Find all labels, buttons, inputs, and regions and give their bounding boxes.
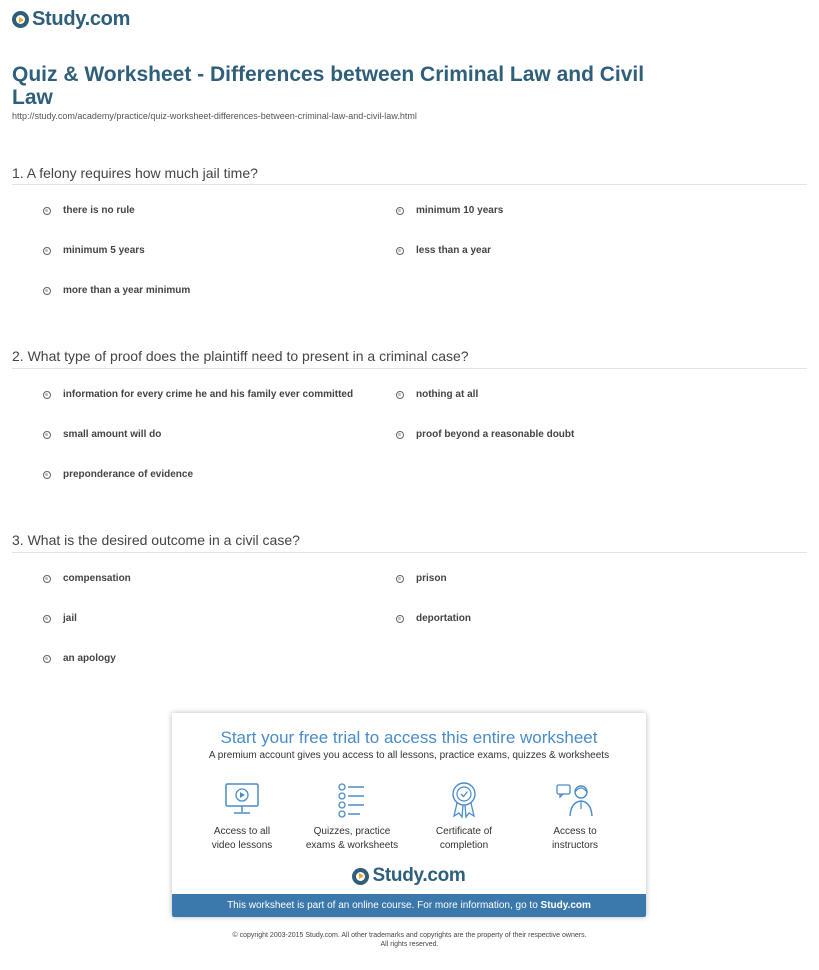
study-link[interactable]: Study.com bbox=[540, 900, 591, 911]
answer-option[interactable]: proof beyond a reasonable doubt bbox=[396, 429, 574, 440]
answer-option[interactable]: prison bbox=[396, 573, 447, 584]
study-logo[interactable] bbox=[12, 8, 130, 31]
answer-option[interactable]: small amount will do bbox=[43, 429, 161, 440]
question-3: 3. What is the desired outcome in a civil case? bbox=[12, 532, 300, 548]
answer-option[interactable]: information for every crime he and his family ever committed bbox=[43, 389, 353, 400]
answer-option[interactable]: jail bbox=[43, 613, 77, 624]
video-lessons-icon bbox=[222, 781, 262, 819]
instructor-icon bbox=[555, 781, 595, 819]
radio-icon[interactable] bbox=[396, 391, 404, 399]
question-2: 2. What type of proof does the plaintiff need to present in a criminal case? bbox=[12, 348, 469, 364]
divider bbox=[12, 552, 807, 553]
feature-video-lessons: Access to all video lessons bbox=[187, 781, 297, 853]
answer-option[interactable]: preponderance of evidence bbox=[43, 469, 193, 480]
play-logo-icon bbox=[352, 868, 369, 885]
logo-text: Study.com bbox=[32, 8, 131, 30]
answer-option[interactable]: there is no rule bbox=[43, 205, 135, 216]
divider bbox=[12, 184, 807, 185]
radio-icon[interactable] bbox=[43, 575, 51, 583]
radio-icon[interactable] bbox=[43, 655, 51, 663]
certificate-icon bbox=[444, 781, 484, 819]
radio-icon[interactable] bbox=[396, 207, 404, 215]
answer-option[interactable]: compensation bbox=[43, 573, 131, 584]
answer-option[interactable]: deportation bbox=[396, 613, 471, 624]
promo-footer-bar[interactable]: This worksheet is part of an online course. For more information, go to Study.com bbox=[172, 894, 646, 917]
page-url[interactable]: http://study.com/academy/practice/quiz-worksheet-differences-between-criminal-law-and-civil-law.html bbox=[12, 111, 417, 121]
answer-option[interactable]: more than a year minimum bbox=[43, 285, 190, 296]
answer-option[interactable]: an apology bbox=[43, 653, 116, 664]
radio-icon[interactable] bbox=[396, 615, 404, 623]
radio-icon[interactable] bbox=[396, 575, 404, 583]
feature-quizzes: Quizzes, practice exams & worksheets bbox=[297, 781, 407, 853]
question-1: 1. A felony requires how much jail time? bbox=[12, 165, 258, 181]
radio-icon[interactable] bbox=[43, 207, 51, 215]
answer-option[interactable]: minimum 10 years bbox=[396, 205, 503, 216]
feature-certificate: Certificate of completion bbox=[409, 781, 519, 853]
radio-icon[interactable] bbox=[396, 431, 404, 439]
radio-icon[interactable] bbox=[43, 247, 51, 255]
play-logo-icon bbox=[12, 11, 29, 28]
promo-study-logo[interactable]: Study.com bbox=[172, 865, 646, 887]
free-trial-promo[interactable] bbox=[172, 713, 646, 917]
answer-option[interactable]: minimum 5 years bbox=[43, 245, 145, 256]
promo-headline[interactable]: Start your free trial to access this entire worksheet bbox=[220, 728, 598, 747]
feature-instructors: Access to instructors bbox=[520, 781, 630, 853]
divider bbox=[12, 368, 807, 369]
radio-icon[interactable] bbox=[43, 287, 51, 295]
copyright: © copyright 2003-2015 Study.com. All other trademarks and copyrights are the property of their respective owners. All rights reserved. bbox=[232, 932, 587, 948]
promo-subtitle: A premium account gives you access to all lessons, practice exams, quizzes & worksheets bbox=[208, 750, 610, 761]
radio-icon[interactable] bbox=[43, 391, 51, 399]
radio-icon[interactable] bbox=[43, 471, 51, 479]
page-title: Quiz & Worksheet - Differences between Criminal Law and Civil Law bbox=[12, 63, 645, 109]
radio-icon[interactable] bbox=[43, 431, 51, 439]
radio-icon[interactable] bbox=[43, 615, 51, 623]
quiz-list-icon bbox=[332, 781, 372, 819]
answer-option[interactable]: less than a year bbox=[396, 245, 491, 256]
answer-option[interactable]: nothing at all bbox=[396, 389, 478, 400]
radio-icon[interactable] bbox=[396, 247, 404, 255]
